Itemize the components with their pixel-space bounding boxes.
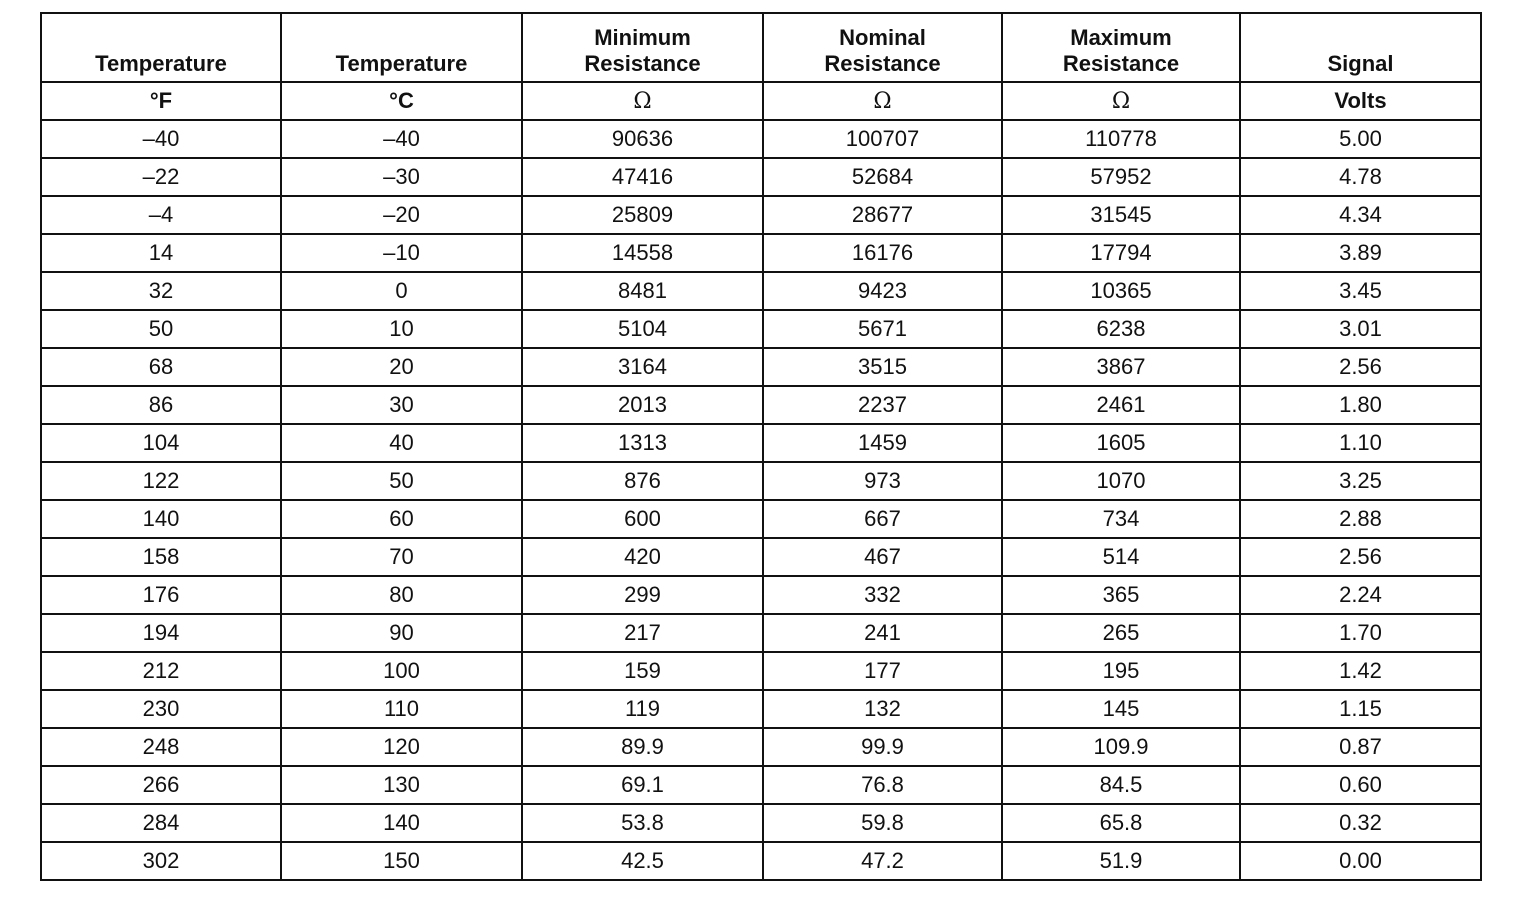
cell-temp-f: 176 [41,576,281,614]
cell-min-resistance: 1313 [522,424,763,462]
cell-max-resistance: 65.8 [1002,804,1240,842]
cell-signal-volts: 1.70 [1240,614,1481,652]
cell-signal-volts: 2.56 [1240,348,1481,386]
table-row [41,234,1481,272]
cell-nominal-resistance: 2237 [763,386,1002,424]
cell-signal-volts: 2.56 [1240,538,1481,576]
cell-signal-volts: 3.45 [1240,272,1481,310]
cell-signal-volts: 1.42 [1240,652,1481,690]
unit-ohm-min: Ω [522,82,763,120]
cell-nominal-resistance: 59.8 [763,804,1002,842]
cell-max-resistance: 734 [1002,500,1240,538]
cell-signal-volts: 1.80 [1240,386,1481,424]
cell-temp-c: 80 [281,576,522,614]
cell-signal-volts: 3.01 [1240,310,1481,348]
cell-min-resistance: 47416 [522,158,763,196]
cell-temp-c: –30 [281,158,522,196]
cell-nominal-resistance: 332 [763,576,1002,614]
cell-nominal-resistance: 47.2 [763,842,1002,880]
unit-ohm-nominal: Ω [763,82,1002,120]
cell-max-resistance: 1070 [1002,462,1240,500]
cell-temp-f: 140 [41,500,281,538]
cell-max-resistance: 57952 [1002,158,1240,196]
cell-min-resistance: 69.1 [522,766,763,804]
header-maximum-resistance [1002,13,1240,82]
table-row [41,196,1481,234]
cell-max-resistance: 31545 [1002,196,1240,234]
cell-temp-c: 120 [281,728,522,766]
cell-nominal-resistance: 5671 [763,310,1002,348]
table-row [41,728,1481,766]
cell-signal-volts: 1.15 [1240,690,1481,728]
cell-temp-f: 212 [41,652,281,690]
cell-signal-volts: 5.00 [1240,120,1481,158]
table-row [41,690,1481,728]
cell-temp-f: 284 [41,804,281,842]
cell-min-resistance: 14558 [522,234,763,272]
cell-temp-c: 110 [281,690,522,728]
table-row [41,348,1481,386]
cell-nominal-resistance: 100707 [763,120,1002,158]
cell-signal-volts: 0.32 [1240,804,1481,842]
cell-max-resistance: 6238 [1002,310,1240,348]
cell-nominal-resistance: 28677 [763,196,1002,234]
cell-signal-volts: 2.24 [1240,576,1481,614]
cell-temp-c: 0 [281,272,522,310]
cell-signal-volts: 4.78 [1240,158,1481,196]
cell-min-resistance: 217 [522,614,763,652]
cell-nominal-resistance: 467 [763,538,1002,576]
header-line: Resistance [1062,51,1180,76]
cell-temp-f: –22 [41,158,281,196]
table-row [41,462,1481,500]
resistance-table-document [40,12,1482,881]
unit-fahrenheit: °F [41,82,281,120]
cell-max-resistance: 3867 [1002,348,1240,386]
cell-signal-volts: 0.60 [1240,766,1481,804]
cell-min-resistance: 420 [522,538,763,576]
cell-min-resistance: 876 [522,462,763,500]
cell-temp-c: 20 [281,348,522,386]
cell-nominal-resistance: 132 [763,690,1002,728]
cell-max-resistance: 2461 [1002,386,1240,424]
cell-nominal-resistance: 1459 [763,424,1002,462]
cell-temp-f: 248 [41,728,281,766]
header-line: Resistance [584,51,701,76]
cell-temp-c: 150 [281,842,522,880]
cell-temp-c: –10 [281,234,522,272]
cell-temp-f: 302 [41,842,281,880]
cell-nominal-resistance: 76.8 [763,766,1002,804]
cell-signal-volts: 0.87 [1240,728,1481,766]
cell-min-resistance: 299 [522,576,763,614]
cell-temp-c: 10 [281,310,522,348]
cell-nominal-resistance: 241 [763,614,1002,652]
cell-min-resistance: 119 [522,690,763,728]
table-row [41,804,1481,842]
cell-max-resistance: 109.9 [1002,728,1240,766]
cell-temp-f: 230 [41,690,281,728]
cell-temp-c: 100 [281,652,522,690]
cell-temp-c: 60 [281,500,522,538]
cell-min-resistance: 25809 [522,196,763,234]
unit-row [41,82,1481,120]
cell-temp-c: 50 [281,462,522,500]
header-temperature-c [281,13,522,82]
table-row [41,272,1481,310]
table-row [41,842,1481,880]
cell-max-resistance: 110778 [1002,120,1240,158]
cell-max-resistance: 365 [1002,576,1240,614]
cell-temp-f: –4 [41,196,281,234]
cell-max-resistance: 265 [1002,614,1240,652]
cell-temp-f: 104 [41,424,281,462]
cell-signal-volts: 2.88 [1240,500,1481,538]
cell-max-resistance: 145 [1002,690,1240,728]
cell-nominal-resistance: 973 [763,462,1002,500]
cell-temp-c: –40 [281,120,522,158]
cell-temp-f: 122 [41,462,281,500]
cell-max-resistance: 10365 [1002,272,1240,310]
cell-max-resistance: 84.5 [1002,766,1240,804]
table-row [41,386,1481,424]
unit-celsius: °C [281,82,522,120]
cell-temp-f: 68 [41,348,281,386]
cell-min-resistance: 2013 [522,386,763,424]
cell-nominal-resistance: 99.9 [763,728,1002,766]
header-nominal-resistance [763,13,1002,82]
cell-nominal-resistance: 177 [763,652,1002,690]
cell-temp-f: 266 [41,766,281,804]
table-row [41,500,1481,538]
unit-volts: Volts [1240,82,1481,120]
cell-signal-volts: 0.00 [1240,842,1481,880]
table-row [41,120,1481,158]
cell-temp-c: 90 [281,614,522,652]
cell-temp-f: 14 [41,234,281,272]
cell-temp-c: 140 [281,804,522,842]
header-temperature-f [41,13,281,82]
cell-max-resistance: 17794 [1002,234,1240,272]
cell-temp-c: 30 [281,386,522,424]
header-line: Temperature [335,51,468,76]
cell-nominal-resistance: 16176 [763,234,1002,272]
header-line: Signal [1327,51,1394,76]
table-row [41,576,1481,614]
unit-ohm-max: Ω [1002,82,1240,120]
cell-temp-f: –40 [41,120,281,158]
cell-nominal-resistance: 9423 [763,272,1002,310]
cell-temp-f: 194 [41,614,281,652]
header-line: Minimum [594,25,691,50]
cell-temp-f: 86 [41,386,281,424]
table-row [41,538,1481,576]
cell-min-resistance: 159 [522,652,763,690]
cell-min-resistance: 89.9 [522,728,763,766]
header-line: Temperature [95,51,227,76]
table-row [41,424,1481,462]
cell-temp-f: 50 [41,310,281,348]
cell-temp-c: 70 [281,538,522,576]
cell-max-resistance: 195 [1002,652,1240,690]
cell-temp-c: –20 [281,196,522,234]
cell-min-resistance: 53.8 [522,804,763,842]
cell-max-resistance: 514 [1002,538,1240,576]
header-signal [1240,13,1481,82]
cell-min-resistance: 5104 [522,310,763,348]
cell-temp-c: 40 [281,424,522,462]
header-minimum-resistance [522,13,763,82]
cell-temp-c: 130 [281,766,522,804]
header-line: Resistance [824,51,941,76]
cell-signal-volts: 3.25 [1240,462,1481,500]
cell-min-resistance: 8481 [522,272,763,310]
table-row [41,310,1481,348]
cell-temp-f: 158 [41,538,281,576]
cell-signal-volts: 1.10 [1240,424,1481,462]
header-line: Nominal [839,25,926,50]
table-row [41,158,1481,196]
header-line: Maximum [1070,25,1172,50]
cell-max-resistance: 1605 [1002,424,1240,462]
cell-min-resistance: 42.5 [522,842,763,880]
table-row [41,766,1481,804]
cell-signal-volts: 3.89 [1240,234,1481,272]
cell-min-resistance: 90636 [522,120,763,158]
table-body [41,120,1481,880]
table-row [41,652,1481,690]
cell-temp-f: 32 [41,272,281,310]
table-row [41,614,1481,652]
cell-min-resistance: 600 [522,500,763,538]
temperature-resistance-table [40,12,1482,881]
cell-max-resistance: 51.9 [1002,842,1240,880]
column-header-row [41,13,1481,82]
cell-nominal-resistance: 3515 [763,348,1002,386]
cell-min-resistance: 3164 [522,348,763,386]
cell-nominal-resistance: 667 [763,500,1002,538]
cell-nominal-resistance: 52684 [763,158,1002,196]
cell-signal-volts: 4.34 [1240,196,1481,234]
